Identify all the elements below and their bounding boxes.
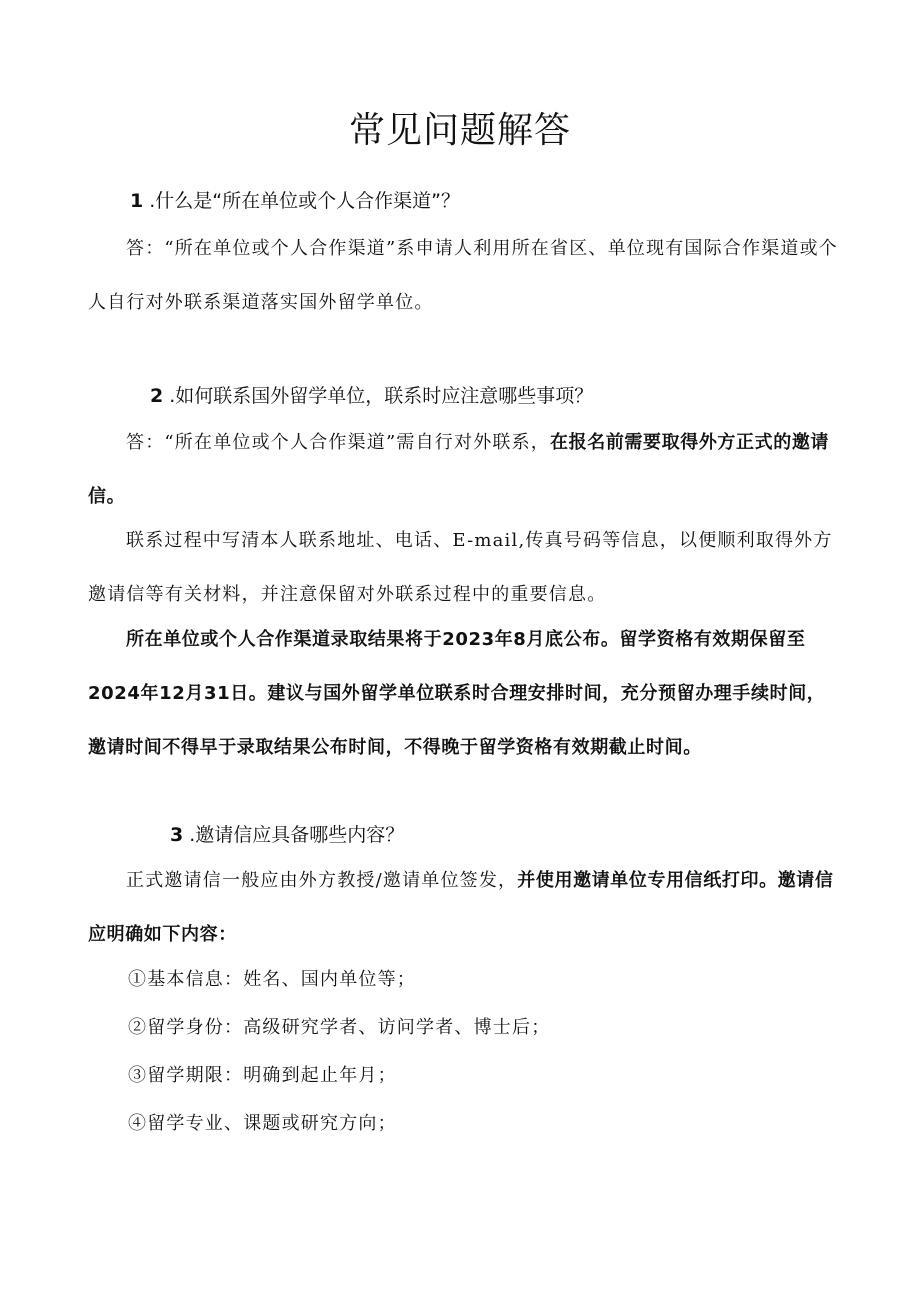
list-item-duration: ③留学期限：明确到起止年月； <box>128 1065 397 1086</box>
question-3-text: .邀请信应具备哪些内容？ <box>189 824 405 846</box>
answer-2-paragraph-2: 联系过程中写清本人联系地址、电话、E-mail,传真号码等信息，以便顺利取得外方邀请信等有关材料，并注意保留对外联系过程中的重要信息。 <box>88 530 833 605</box>
question-2-text: .如何联系国外留学单位，联系时应注意哪些事项？ <box>169 385 594 407</box>
list-item-basic-info: ①基本信息：姓名、国内单位等； <box>128 969 416 990</box>
question-1 <box>130 186 460 213</box>
list-item-research-field: ④留学专业、课题或研究方向； <box>128 1113 397 1134</box>
answer-3-plain: 正式邀请信一般应由外方教授/邀请单位签发， <box>126 870 518 891</box>
answer-2 <box>88 416 838 524</box>
question-3 <box>170 820 404 847</box>
question-1-number: 1 <box>130 190 144 212</box>
answer-3-intro <box>88 854 838 962</box>
answer-3-bold: 并使用邀请单位专用信纸打印。邀请信应明确如下内容： <box>88 870 834 945</box>
list-item-identity: ②留学身份：高级研究学者、访问学者、博士后； <box>128 1017 551 1038</box>
page-title: 常见问题解答 <box>348 110 571 151</box>
question-3-number: 3 <box>170 824 184 846</box>
answer-1: 答：“所在单位或个人合作渠道”系申请人利用所在省区、单位现有国际合作渠道或个人自行对外联系渠道落实国外留学单位。 <box>88 238 839 313</box>
answer-2-paragraph-3: 所在单位或个人合作渠道录取结果将于2023年8月底公布。留学资格有效期保留至2024年12月31日。建议与国外留学单位联系时合理安排时间，充分预留办理手续时间，邀请时间不得早于录取结果公布时间，不得晚于留学资格有效期截止时间。 <box>88 629 826 758</box>
question-2-number: 2 <box>150 385 164 407</box>
question-2 <box>150 381 593 408</box>
answer-2-plain: 答：“所在单位或个人合作渠道”需自行对外联系， <box>126 432 551 453</box>
answer-2-bold: 在报名前需要取得外方正式的邀请信。 <box>88 432 830 507</box>
question-1-text: .什么是“所在单位或个人合作渠道”？ <box>149 190 460 212</box>
